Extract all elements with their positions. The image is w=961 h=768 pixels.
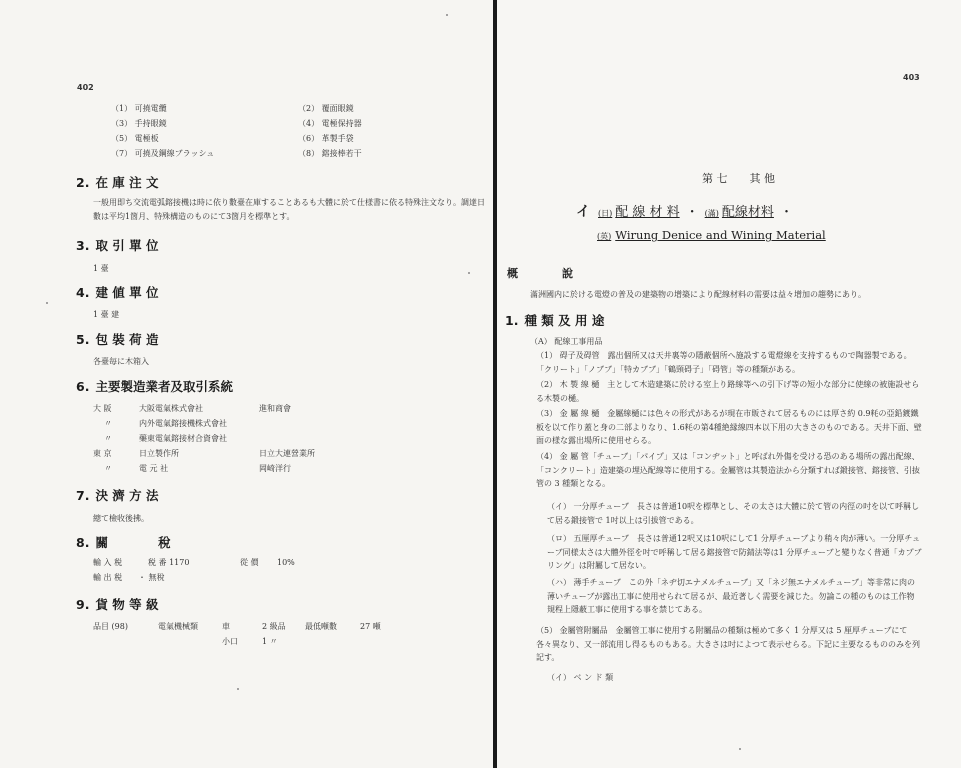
tag-manchuria: (滿)	[704, 209, 719, 218]
section-title: 包 裝 荷 造	[95, 332, 159, 347]
item-title-en	[597, 228, 826, 242]
sub-paragraph: （ロ） 五厘厚チューブ 長さは普通12呎又は10呎にして1 分厚チューブより稍々肉が薄い。一分厚チューブ同様太さは大體外徑を吋で呼稱して居る鎔接管で防錆法等は1 分厚チューブと變りなく普通「カプブリング」は附屬して居ない。	[547, 534, 922, 570]
right-page	[497, 0, 961, 768]
title-english: Wirung Denice and Wining Material	[615, 228, 826, 242]
title-manchuria: 配線材料	[721, 205, 774, 220]
paragraph: （4） 金 屬 管「チューブ」「パイプ」又は「コンヂット」と呼ばれ外傷を受ける恐のある場所の露出配線、「コンクリート」造建築の埋込配線等に使用する。金屬管は其製造法から分類すれば鍛接管、鎔接管、引抜管の 3 種類となる。	[536, 452, 920, 488]
list-item: （3） 手持眼鏡	[111, 119, 167, 128]
section-title: 建 値 單 位	[95, 285, 159, 300]
section-heading	[76, 283, 159, 301]
list-item: （7） 可撓及鋼線ブラッシュ	[111, 149, 215, 158]
list-item: （2） 覆面眼鏡	[298, 104, 354, 113]
grade-cell: 品目 (98)	[93, 622, 128, 631]
section-number: 5.	[76, 332, 90, 347]
table-cell-place: 大 阪	[93, 404, 112, 413]
section-number: 3.	[76, 238, 90, 253]
table-cell-maker: 日立製作所	[139, 449, 179, 458]
section-number: 8.	[76, 535, 90, 550]
section-number: 6.	[76, 379, 90, 394]
tax-number: 税 番 1170	[148, 558, 190, 567]
paragraph: （3） 金 屬 線 樋 金屬線樋には色々の形式があるが現在市販されて居るものには厚さ約 0.9粍の亞鉛鍍鐵板を以て作り蓋と身の二部よりなり、1.6粍の第4種絶縁線四本以下用の大きさのものである。天井下面、壁面の様な露出場所に使用せらる。	[536, 409, 922, 445]
list-item: （5） 電極板	[111, 134, 159, 143]
table-cell-dealer: 岡崎洋行	[259, 464, 291, 473]
list-item: （6） 革製手袋	[298, 134, 354, 143]
sub-paragraph: （イ） ベ ン ド 類	[547, 673, 614, 682]
subsection-label: （A） 配線工事用品	[530, 337, 603, 346]
section-text: 各臺毎に木箱入	[93, 357, 149, 366]
section-heading	[76, 236, 159, 254]
section-number: 7.	[76, 488, 90, 503]
table-cell-maker: 大阪電氣株式會社	[139, 404, 203, 413]
table-cell-place: 〃	[104, 419, 112, 428]
table-cell-maker: 藥東電氣鎔接材合資會社	[139, 434, 227, 443]
section-number: 4.	[76, 285, 90, 300]
section-text: 1 臺 建	[93, 310, 120, 319]
section-title: 在 庫 注 文	[95, 175, 159, 190]
section-heading	[76, 330, 159, 348]
section-title: 主要製造業者及取引系統	[95, 379, 233, 394]
tax-value: ・ 無稅	[138, 573, 165, 582]
section-title: 決 濟 方 法	[95, 488, 159, 503]
chapter-heading: 第 七 其 他	[702, 172, 775, 185]
page-number: 403	[903, 73, 920, 82]
section-number: 2.	[76, 175, 90, 190]
paragraph: （2） 木 製 線 樋 主として木造建築に於ける室上り路線等への引下げ等の短小な部分に使線の被施設せらる木製の樋。	[536, 380, 920, 403]
tax-label: 輸 出 税	[93, 573, 123, 582]
section-heading	[76, 595, 159, 613]
tax-rate: 10%	[277, 558, 295, 567]
title-separator: ・	[685, 205, 699, 220]
section-title: 種 類 及 用 途	[524, 313, 605, 328]
tax-label-2: 從 價	[240, 558, 259, 567]
grade-cell: 車	[222, 622, 230, 631]
title-end-dot: ・	[779, 205, 793, 220]
grade-cell: 27 噸	[360, 622, 381, 631]
table-cell-place: 〃	[104, 434, 112, 443]
table-cell-dealer: 進和商會	[259, 404, 291, 413]
section-heading	[76, 173, 159, 191]
overview-text: 滿洲國内に於ける電燈の普及の建築物の增築により配線材料の需要は益々增加の趨勢にあり。	[530, 290, 866, 299]
title-japan: 配 線 材 料	[615, 205, 680, 220]
table-cell-dealer: 日立大連營業所	[259, 449, 315, 458]
paragraph: （5） 金屬管附屬品 金屬管工事に使用する附屬品の種類は極めて多く 1 分厚又は 5 厘厚チューブにて各々異なり、又一部流用し得るものもある。大きさは吋によつて表示せらる。下記に主要なるもののみを列記す。	[536, 626, 920, 662]
sub-paragraph: （ハ） 薄手チューブ この外「ネヂ切エナメルチューブ」又「ネジ無エナメルチューブ」等非常に肉の薄いチューブが露出工事に使用せられて居るが、最近著しく需要を減じた。勿論この種のものは工作物規程上隱蔽工事に使用する事を禁じてある。	[547, 578, 915, 614]
grade-cell: 2 級品	[262, 622, 286, 631]
section-title: 貨 物 等 級	[95, 597, 159, 612]
tag-english: (英)	[597, 232, 612, 241]
section-heading	[76, 486, 159, 504]
section-text: 一般用即ち交流電弧鎔接機は時に依り數臺在庫することあるも大體に於て仕様書に依る特殊注文なり。調達日數は平均1箇月、特殊構造のものにて3箇月を標準とす。	[93, 198, 485, 221]
section-heading	[76, 533, 170, 551]
grade-cell: 1 〃	[262, 637, 278, 646]
section-number: 1.	[505, 313, 519, 328]
section-title: 取 引 單 位	[95, 238, 159, 253]
grade-cell: 小口	[222, 637, 238, 646]
item-marker: イ	[576, 204, 590, 220]
table-cell-maker: 内外電氣鎔接機株式會社	[139, 419, 227, 428]
table-cell-place: 〃	[104, 464, 112, 473]
tag-japan: (日)	[598, 209, 613, 218]
section-heading	[505, 311, 604, 329]
section-text: 總て檢收後拂。	[93, 514, 149, 523]
section-number: 9.	[76, 597, 90, 612]
list-item: （4） 電極保持器	[298, 119, 362, 128]
table-cell-place: 東 京	[93, 449, 112, 458]
section-heading	[76, 377, 233, 395]
table-cell-maker: 電 元 社	[139, 464, 169, 473]
tax-label: 輸 入 税	[93, 558, 123, 567]
grade-cell: 最低噸數	[305, 622, 337, 631]
sub-paragraph: （イ） 一分厚チューブ 長さは普通10呎を標準とし、その太さは大體に於て管の内徑の吋を以て呼稱して居る鍛接管で 1吋以上は引拔管である。	[547, 502, 920, 525]
overview-heading: 概 說	[507, 267, 573, 280]
list-item: （1） 可撓電纜	[111, 104, 167, 113]
section-text: 1 臺	[93, 264, 109, 273]
page-number: 402	[77, 83, 94, 92]
section-title: 關 稅	[95, 535, 171, 550]
item-title-jp	[576, 201, 793, 221]
grade-cell: 電氣機械類	[158, 622, 198, 631]
paragraph: （1） 碍子及碍管 露出個所又は天井裏等の隱蔽個所へ施設する電燈線を支持するもので陶器製である。「クリート」「ノブブ」「特カブブ」「鶴頸碍子」「碍管」等の種類がある。	[536, 351, 912, 374]
list-item: （8） 鎔接棒若干	[298, 149, 362, 158]
